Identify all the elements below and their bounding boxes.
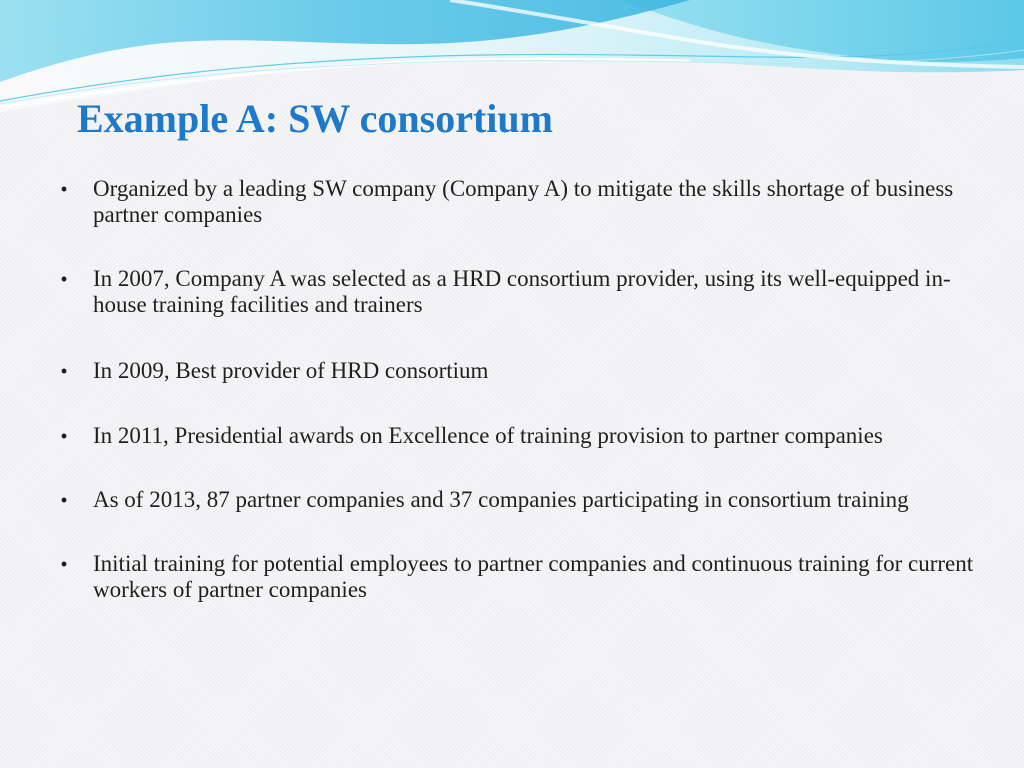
bullet-text: Organized by a leading SW company (Company A) to mitigate the skills shortage of business partner companies	[93, 176, 954, 227]
bullet-item-organized	[58, 176, 974, 228]
bullet-item-2013	[58, 487, 974, 513]
bullet-dot-icon: •	[60, 361, 68, 381]
bullet-text: As of 2013, 87 partner companies and 37 companies participating in consortium training	[93, 487, 909, 512]
bullet-list	[58, 176, 974, 641]
bullet-text: In 2007, Company A was selected as a HRD consortium provider, using its well-equipped in-house training facilities and trainers	[93, 266, 951, 317]
bullet-dot-icon: •	[60, 490, 68, 510]
slide-title: Example A: SW consortium	[77, 96, 553, 141]
bullet-dot-icon: •	[60, 269, 68, 289]
bullet-text: Initial training for potential employees to partner companies and continuous training for current workers of partner companies	[93, 551, 974, 602]
bullet-item-2009	[58, 358, 974, 384]
bullet-dot-icon: •	[60, 426, 68, 446]
bullet-dot-icon: •	[60, 554, 68, 574]
bullet-text: In 2011, Presidential awards on Excellence of training provision to partner companies	[93, 423, 883, 448]
bullet-text: In 2009, Best provider of HRD consortium	[93, 358, 489, 383]
bullet-item-2007	[58, 266, 974, 318]
bullet-dot-icon: •	[60, 179, 68, 199]
bullet-item-initial-training	[58, 551, 974, 603]
bullet-item-2011	[58, 423, 974, 449]
